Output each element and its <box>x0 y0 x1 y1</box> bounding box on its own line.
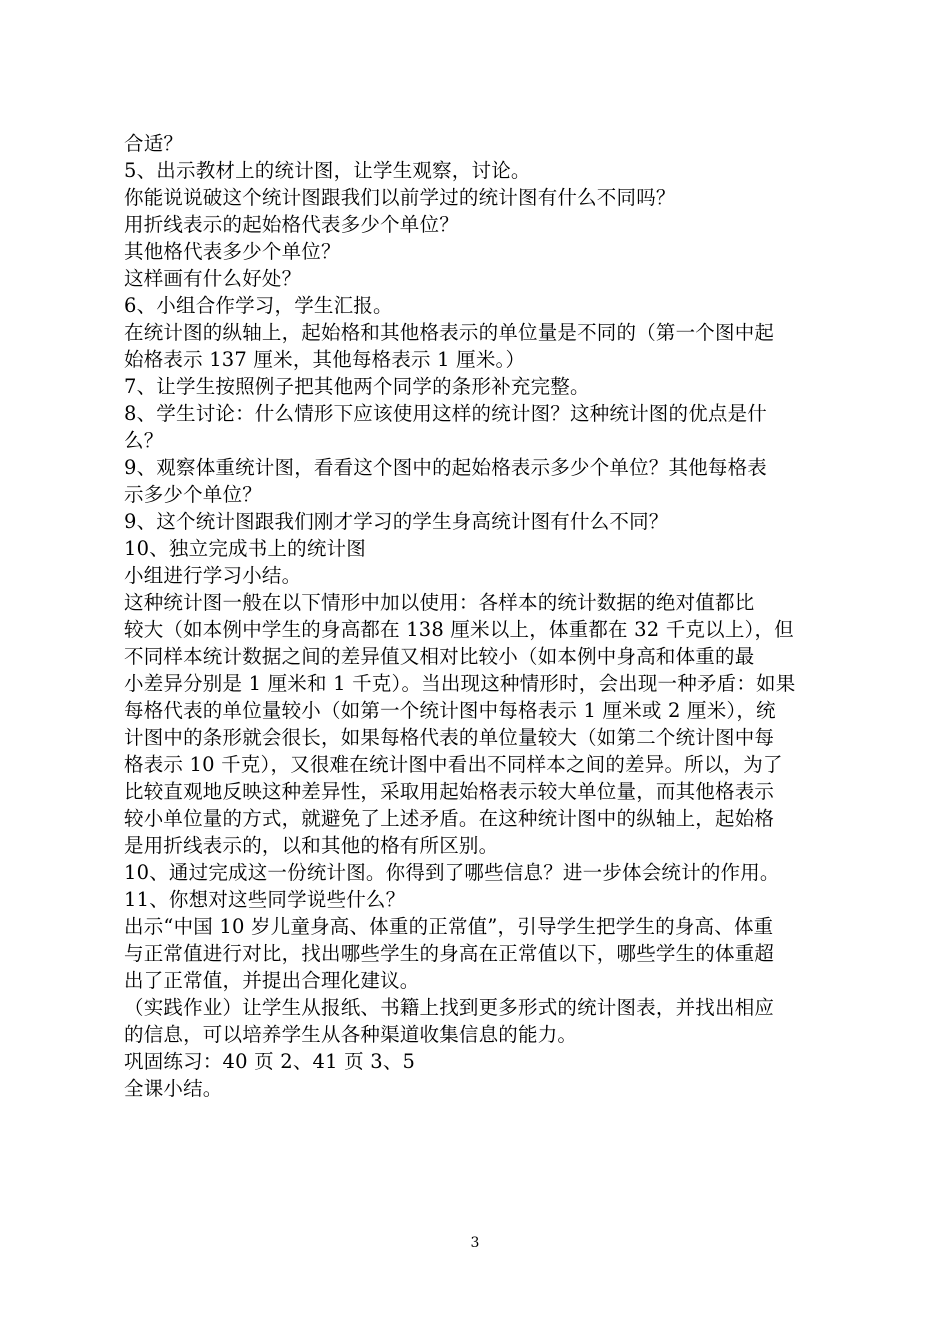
text-line: 这样画有什么好处？ <box>124 267 302 290</box>
text-line: 不同样本统计数据之间的差异值又相对比较小（如本例中身高和体重的最 <box>124 645 755 668</box>
text-line: 小组进行学习小结。 <box>124 564 302 587</box>
text-line: 你能说说破这个统计图跟我们以前学过的统计图有什么不同吗？ <box>124 186 676 209</box>
text-line: 9、观察体重统计图，看看这个图中的起始格表示多少个单位？其他每格表 <box>124 456 768 479</box>
text-line: 示多少个单位？ <box>124 483 262 506</box>
text-line: 6、小组合作学习，学生汇报。 <box>124 294 393 317</box>
text-line: 小差异分别是 1 厘米和 1 千克）。当出现这种情形时，会出现一种矛盾：如果 <box>124 672 796 695</box>
text-line: 较小单位量的方式，就避免了上述矛盾。在这种统计图中的纵轴上，起始格 <box>124 807 775 830</box>
text-line: 是用折线表示的，以和其他的格有所区别。 <box>124 834 499 857</box>
text-line: 10、独立完成书上的统计图 <box>124 537 366 560</box>
text-line: 每格代表的单位量较小（如第一个统计图中每格表示 1 厘米或 2 厘米），统 <box>124 699 776 722</box>
text-line: 7、让学生按照例子把其他两个同学的条形补充完整。 <box>124 375 590 398</box>
text-line: 与正常值进行对比，找出哪些学生的身高在正常值以下，哪些学生的体重超 <box>124 942 775 965</box>
text-line: 么？ <box>124 429 164 452</box>
text-line: 较大（如本例中学生的身高都在 138 厘米以上，体重都在 32 千克以上），但 <box>124 618 794 641</box>
page-number: 3 <box>470 1235 480 1251</box>
text-line: 合适？ <box>124 132 184 155</box>
text-line: 用折线表示的起始格代表多少个单位？ <box>124 213 459 236</box>
text-line: 出示“中国 10 岁儿童身高、体重的正常值”，引导学生把学生的身高、体重 <box>124 915 774 938</box>
text-line: 11、你想对这些同学说些什么？ <box>124 888 406 911</box>
text-line: 这种统计图一般在以下情形中加以使用：各样本的统计数据的绝对值都比 <box>124 591 755 614</box>
text-line: 9、这个统计图跟我们刚才学习的学生身高统计图有什么不同？ <box>124 510 669 533</box>
text-line: 8、学生讨论：什么情形下应该使用这样的统计图？这种统计图的优点是什 <box>124 402 768 425</box>
text-line: 巩固练习：40 页 2、41 页 3、5 <box>124 1050 416 1073</box>
text-line: 其他格代表多少个单位？ <box>124 240 341 263</box>
text-line: （实践作业）让学生从报纸、书籍上找到更多形式的统计图表，并找出相应 <box>124 996 775 1019</box>
text-line: 在统计图的纵轴上，起始格和其他格表示的单位量是不同的（第一个图中起 <box>124 321 775 344</box>
text-line: 计图中的条形就会很长，如果每格代表的单位量较大（如第二个统计图中每 <box>124 726 775 749</box>
text-line: 出了正常值，并提出合理化建议。 <box>124 969 420 992</box>
text-line: 比较直观地反映这种差异性，采取用起始格表示较大单位量，而其他格表示 <box>124 780 775 803</box>
document-body <box>124 130 836 1102</box>
text-line: 5、出示教材上的统计图，让学生观察，讨论。 <box>124 159 531 182</box>
text-line: 10、通过完成这一份统计图。你得到了哪些信息？进一步体会统计的作用。 <box>124 861 780 884</box>
text-line: 的信息，可以培养学生从各种渠道收集信息的能力。 <box>124 1023 578 1046</box>
text-line: 始格表示 137 厘米，其他每格表示 1 厘米。） <box>124 348 526 371</box>
text-line: 全课小结。 <box>124 1077 223 1100</box>
text-line: 格表示 10 千克），又很难在统计图中看出不同样本之间的差异。所以，为了 <box>124 753 783 776</box>
